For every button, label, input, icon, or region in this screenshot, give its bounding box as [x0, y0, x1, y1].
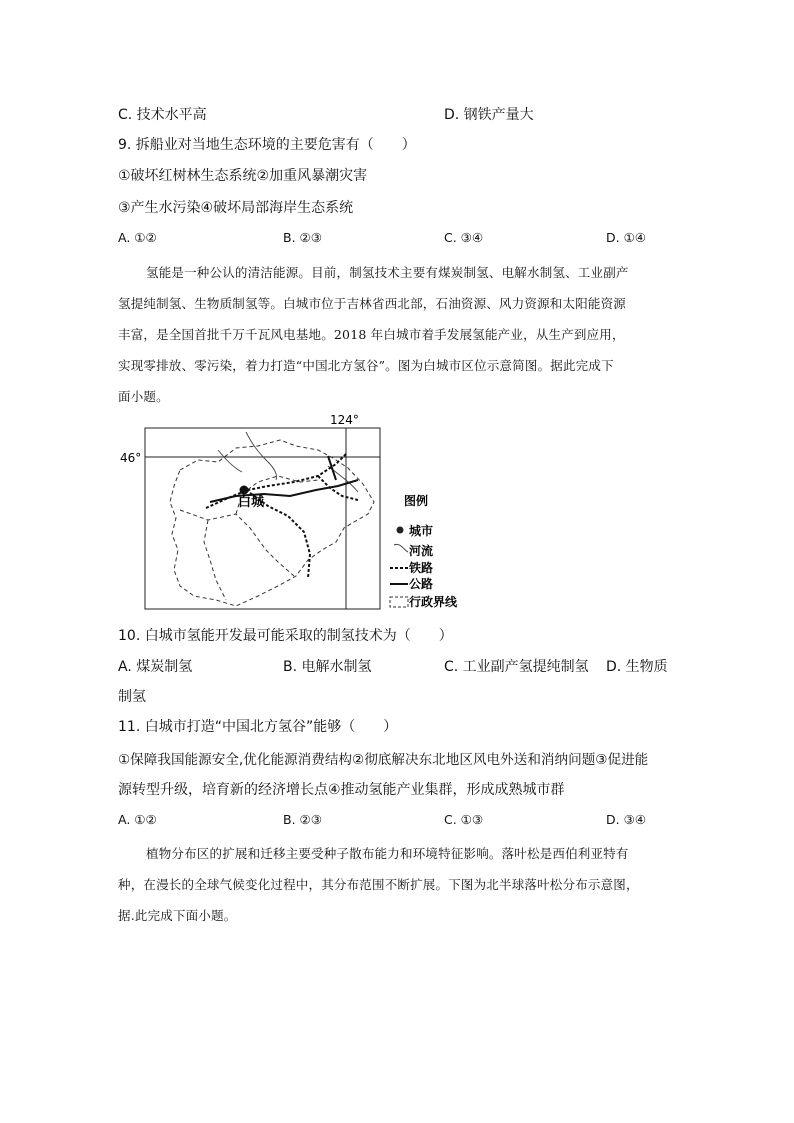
- legend-railway-label: 铁路: [409, 561, 434, 575]
- railway-line-1: [206, 454, 346, 508]
- q11-items-line2: 源转型升级，培育新的经济增长点④推动氢能产业集群，形成成熟城市群: [118, 782, 565, 798]
- q8-option-d: D. 钢铁产量大: [444, 107, 534, 123]
- admin-boundary-inner-3: [204, 520, 226, 600]
- q10-option-b: B. 电解水制氢: [283, 659, 372, 675]
- q10-option-a: A. 煤炭制氢: [118, 659, 193, 675]
- legend-city-icon: [397, 527, 404, 534]
- map-svg: [118, 410, 478, 615]
- q9-items-line1: ①破坏红树林生态系统②加重风暴潮灾害: [118, 168, 368, 184]
- q8-option-c: C. 技术水平高: [118, 107, 207, 123]
- q9-option-d: D. ①④: [606, 230, 646, 245]
- legend-highway-label: 公路: [409, 577, 434, 591]
- legend-boundary-label: 行政界线: [409, 595, 458, 609]
- passage-hydrogen-line: 丰富，是全国首批千万千瓦风电基地。2018 年白城市着手发展氢能产业，从生产到应用，: [118, 327, 625, 342]
- q11-option-a: A. ①②: [118, 812, 157, 827]
- passage-larch-line: 植物分布区的扩展和迁移主要受种子散布能力和环境特征影响。落叶松是西伯利亚特有: [146, 846, 629, 861]
- city-marker-baicheng: [240, 486, 249, 495]
- q9-items-line2: ③产生水污染④破坏局部海岸生态系统: [118, 200, 354, 216]
- q11-stem: 11. 白城市打造“中国北方氢谷”能够（ ）: [118, 719, 398, 735]
- q9-stem: 9. 拆船业对当地生态环境的主要危害有（ ）: [118, 137, 416, 153]
- passage-hydrogen-line: 面小题。: [118, 389, 169, 404]
- q10-stem: 10. 白城市氢能开发最可能采取的制氢技术为（ ）: [118, 628, 453, 644]
- passage-hydrogen-line: 氢能是一种公认的清洁能源。目前，制氢技术主要有煤炭制氢、电解水制氢、工业副产: [146, 265, 629, 280]
- q11-option-b: B. ②③: [283, 812, 322, 827]
- legend-boundary-icon: [390, 597, 408, 607]
- river-northwest: [218, 450, 242, 472]
- baicheng-location-map: [118, 410, 478, 615]
- q9-option-c: C. ③④: [444, 230, 484, 245]
- q9-option-a: A. ①②: [118, 230, 157, 245]
- q11-option-c: C. ①③: [444, 812, 484, 827]
- passage-larch-line: 据.此完成下面小题。: [118, 908, 237, 923]
- lon-label: 124°: [330, 413, 359, 427]
- q11-option-d: D. ③④: [606, 812, 646, 827]
- q10-option-c: C. 工业副产氢提纯制氢: [444, 659, 589, 675]
- admin-boundary-inner: [180, 510, 294, 576]
- q9-option-b: B. ②③: [283, 230, 322, 245]
- admin-boundary-outer: [170, 440, 374, 606]
- q10-option-d-cont: 制氢: [118, 689, 146, 705]
- lat-label: 46°: [120, 451, 142, 465]
- legend-river-icon: [394, 544, 408, 552]
- passage-hydrogen-line: 氢提纯制氢、生物质制氢等。白城市位于吉林省西北部，石油资源、风力资源和太阳能资源: [118, 296, 627, 311]
- passage-hydrogen-line: 实现零排放、零污染，着力打造“中国北方氢谷”。图为白城市区位示意简图。据此完成下: [118, 358, 614, 373]
- legend-city-label: 城市: [409, 524, 434, 538]
- river-north: [246, 432, 277, 480]
- q11-items-line1: ①保障我国能源安全,优化能源消费结构②彻底解决东北地区风电外送和消纳问题③促进能: [118, 752, 649, 768]
- city-label: 白城: [238, 495, 265, 510]
- passage-larch-line: 种，在漫长的全球气候变化过程中，其分布范围不断扩展。下图为北半球落叶松分布示意图，: [118, 877, 639, 892]
- legend-title: 图例: [404, 494, 429, 508]
- q10-option-d: D. 生物质: [606, 659, 668, 675]
- legend-river-label: 河流: [409, 544, 434, 558]
